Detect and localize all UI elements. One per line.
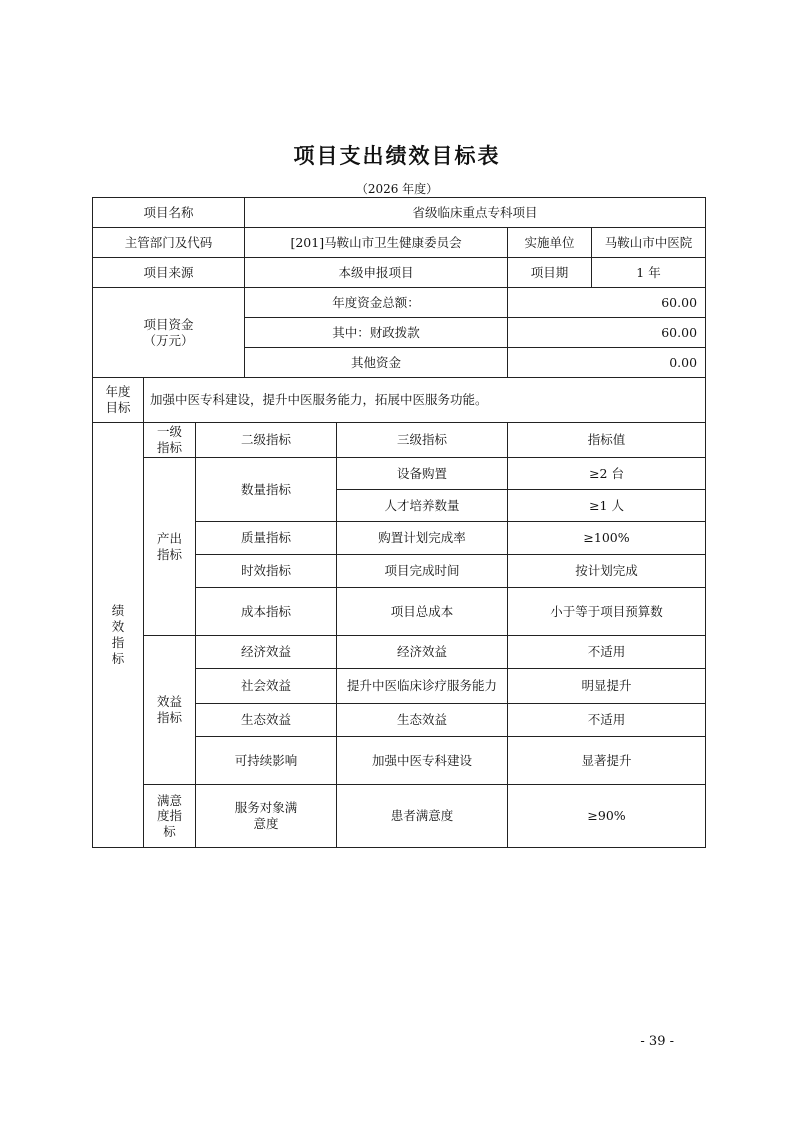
output-label [144,458,196,636]
source-value: 本级申报项目 [245,258,508,288]
complete-time-value: 按计划完成 [508,555,706,588]
benefit-label-text: 效益指标 [157,694,183,725]
time-label: 时效指标 [196,555,337,588]
perf-label [93,423,144,848]
dept-value: [201]马鞍山市卫生健康委员会 [245,228,508,258]
social-value: 明显提升 [508,669,706,704]
annual-goal-label [93,378,144,423]
complete-time-label: 项目完成时间 [337,555,508,588]
annual-goal-label-1: 年度 [105,384,131,400]
quantity-label: 数量指标 [196,458,337,522]
social-label: 社会效益 [196,669,337,704]
source-label: 项目来源 [93,258,245,288]
satisfaction-level2-text: 服务对象满意度 [234,800,298,831]
funds-fiscal-value: 60.00 [508,318,706,348]
purchase-rate-value: ≥100% [508,522,706,555]
impl-label: 实施单位 [508,228,592,258]
period-value: 1 年 [592,258,706,288]
funds-label [93,288,245,378]
eco-label: 生态效益 [196,704,337,737]
cost-label: 成本指标 [196,588,337,636]
impl-value: 马鞍山市中医院 [592,228,706,258]
funds-total-value: 60.00 [508,288,706,318]
page-number: - 39 - [640,1034,674,1049]
project-name-label: 项目名称 [93,198,245,228]
funds-fiscal-label: 其中：财政拨款 [245,318,508,348]
dept-label: 主管部门及代码 [93,228,245,258]
purchase-rate-label: 购置计划完成率 [337,522,508,555]
satisfaction-label-text: 满意度指标 [157,792,183,839]
period-label: 项目期 [508,258,592,288]
header-level1 [144,423,196,458]
eco-level3: 生态效益 [337,704,508,737]
header-level1-text: 一级指标 [157,424,183,455]
funds-label-line1: 项目资金 [143,316,194,332]
page-title: 项目支出绩效目标表 [293,144,501,168]
econ-label: 经济效益 [196,636,337,669]
annual-goal-label-2: 目标 [105,400,131,415]
econ-value: 不适用 [508,636,706,669]
total-cost-label: 项目总成本 [337,588,508,636]
output-label-text: 产出指标 [157,530,183,562]
benefit-label [144,636,196,785]
satisfaction-value: ≥90% [508,785,706,848]
equip-label: 设备购置 [337,458,508,490]
social-level3: 提升中医临床诊疗服务能力 [337,669,508,704]
sustain-label: 可持续影响 [196,737,337,785]
satisfaction-label [144,785,196,848]
year-subtitle: （2026 年度） [355,182,439,196]
funds-other-label: 其他资金 [245,348,508,378]
satisfaction-level3: 患者满意度 [337,785,508,848]
performance-table [92,197,706,848]
project-name-value: 省级临床重点专科项目 [245,198,706,228]
eco-value: 不适用 [508,704,706,737]
quality-label: 质量指标 [196,522,337,555]
total-cost-value: 小于等于项目预算数 [508,588,706,636]
talent-label: 人才培养数量 [337,490,508,522]
annual-goal-text: 加强中医专科建设，提升中医服务能力，拓展中医服务功能。 [144,378,706,423]
funds-other-value: 0.00 [508,348,706,378]
funds-label-line2: （万元） [143,332,194,348]
talent-value: ≥1 人 [508,490,706,522]
header-value: 指标值 [508,423,706,458]
header-level2: 二级指标 [196,423,337,458]
econ-level3: 经济效益 [337,636,508,669]
sustain-level3: 加强中医专科建设 [337,737,508,785]
equip-value: ≥2 台 [508,458,706,490]
sustain-value: 显著提升 [508,737,706,785]
satisfaction-level2 [196,785,337,848]
funds-total-label: 年度资金总额： [245,288,508,318]
perf-label-text: 绩效指标 [111,602,125,667]
header-level3: 三级指标 [337,423,508,458]
